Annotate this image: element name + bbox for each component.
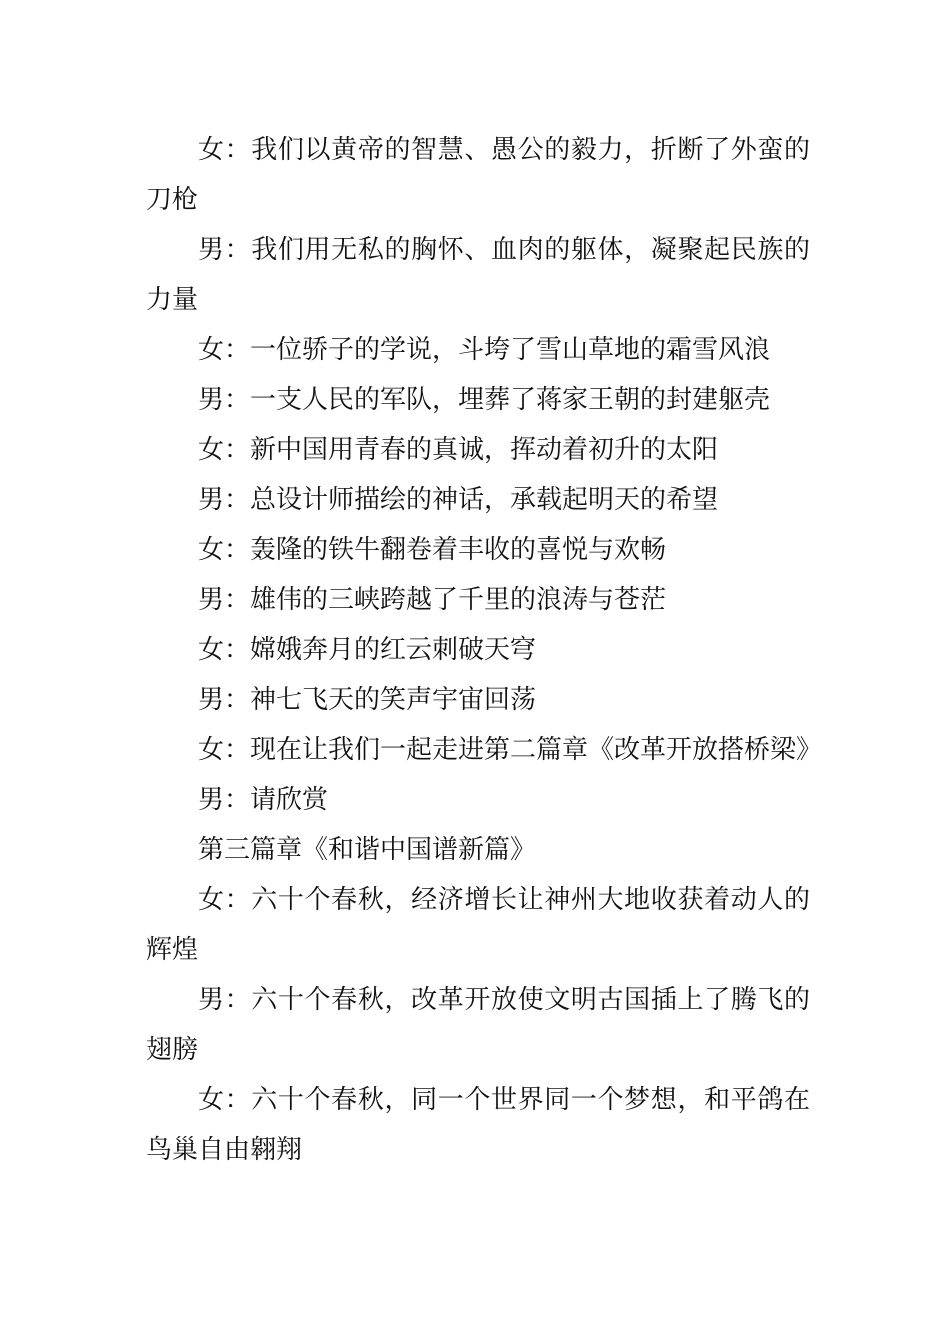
paragraph-5: 女：新中国用青春的真诚，挥动着初升的太阳 <box>198 435 719 465</box>
chapter-heading: 第三篇章《和谐中国谱新篇》 <box>198 835 537 865</box>
paragraph-1: 女：我们以黄帝的智慧、愚公的毅力，折断了外蛮的刀枪 <box>146 135 810 215</box>
paragraph-8: 男：雄伟的三峡跨越了千里的浪涛与苍茫 <box>198 585 667 615</box>
paragraph-7: 女：轰隆的铁牛翻卷着丰收的喜悦与欢畅 <box>198 535 667 565</box>
paragraph-16: 女：六十个春秋，同一个世界同一个梦想，和平鸽在鸟巢自由翱翔 <box>146 1085 810 1165</box>
paragraph-2: 男：我们用无私的胸怀、血肉的躯体，凝聚起民族的力量 <box>146 235 810 315</box>
paragraph-15: 男：六十个春秋，改革开放使文明古国插上了腾飞的翅膀 <box>146 985 810 1065</box>
paragraph-12: 男：请欣赏 <box>198 785 329 815</box>
paragraph-3: 女：一位骄子的学说，斗垮了雪山草地的霜雪风浪 <box>198 335 771 365</box>
paragraph-9: 女：嫦娥奔月的红云刺破天穹 <box>198 635 537 665</box>
paragraph-11: 女：现在让我们一起走进第二篇章《改革开放搭桥梁》 <box>198 735 823 765</box>
paragraph-6: 男：总设计师描绘的神话，承载起明天的希望 <box>198 485 719 515</box>
paragraph-14: 女：六十个春秋，经济增长让神州大地收获着动人的辉煌 <box>146 885 810 965</box>
document-body <box>146 125 823 1175</box>
paragraph-10: 男：神七飞天的笑声宇宙回荡 <box>198 685 537 715</box>
paragraph-4: 男：一支人民的军队，埋葬了蒋家王朝的封建躯壳 <box>198 385 771 415</box>
